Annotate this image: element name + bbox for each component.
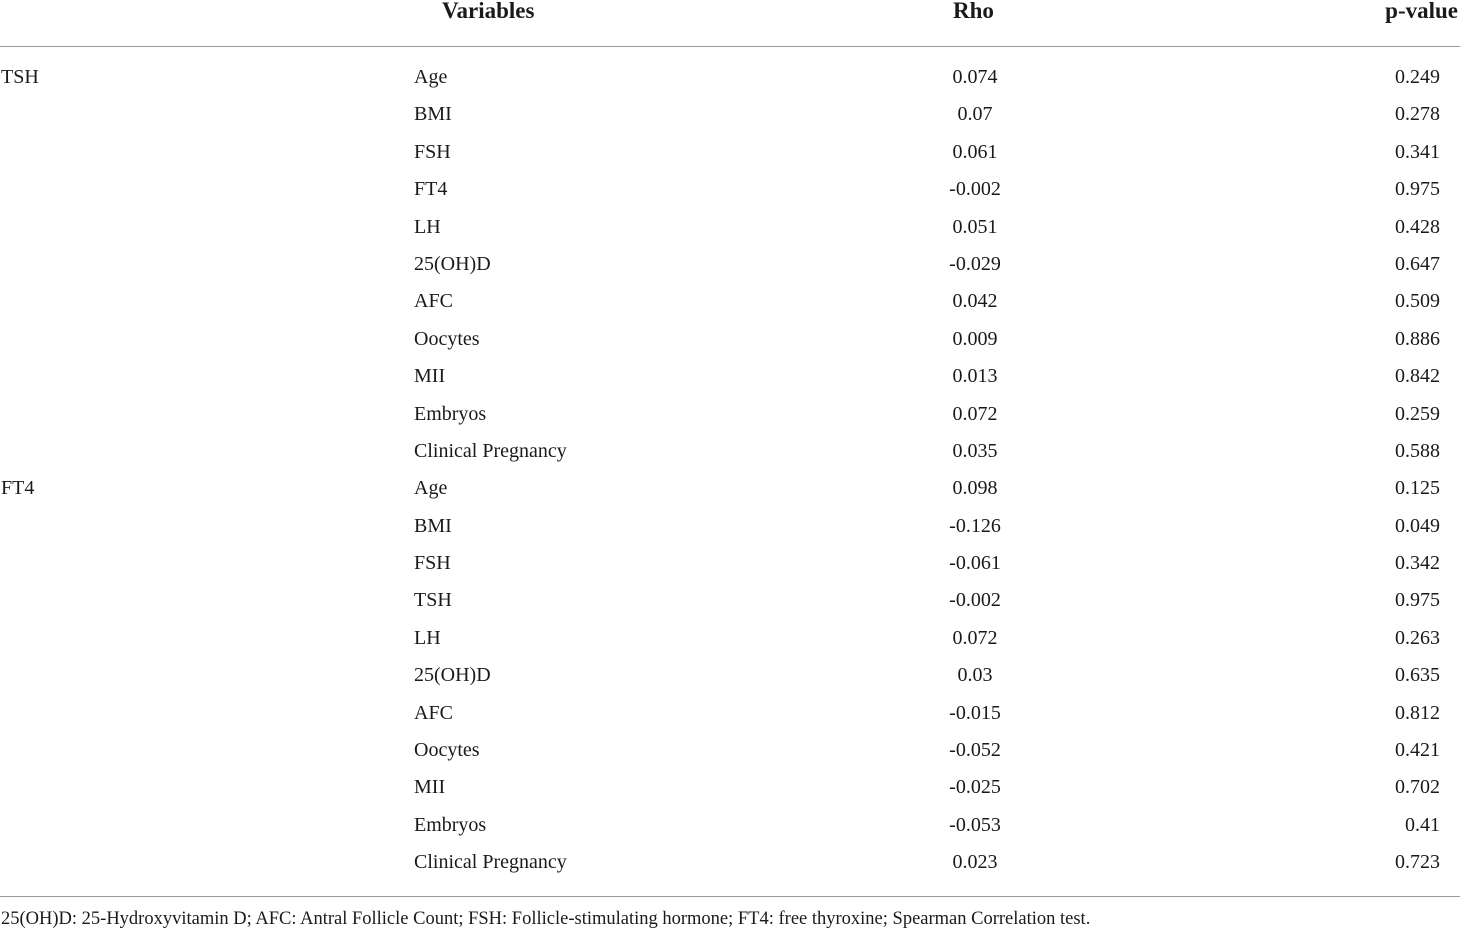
row-variable: BMI: [414, 514, 452, 537]
row-rho: -0.061: [949, 552, 1001, 575]
row-variable: MII: [414, 776, 446, 799]
table-row: [0, 657, 1460, 694]
table-row: [0, 59, 1460, 96]
table-row: [0, 582, 1460, 619]
row-variable: Age: [414, 66, 448, 88]
header-p-value: p-value: [1385, 0, 1458, 23]
row-rho: 0.03: [957, 664, 993, 687]
row-p-value: 0.278: [1395, 103, 1440, 126]
table-row: [0, 508, 1460, 545]
row-p-value: 0.41: [1405, 813, 1440, 836]
row-rho: 0.061: [952, 140, 998, 163]
row-variable: FSH: [414, 140, 451, 163]
table-row: [0, 769, 1460, 806]
row-p-value: 0.635: [1395, 664, 1440, 687]
table-row: [0, 171, 1460, 208]
table-row: [0, 321, 1460, 358]
row-rho: -0.052: [949, 739, 1001, 762]
row-variable: FT4: [414, 178, 448, 201]
row-p-value: 0.259: [1395, 402, 1440, 425]
table-row: [0, 246, 1460, 283]
row-variable: Oocytes: [414, 327, 480, 350]
row-rho: 0.009: [952, 327, 998, 350]
row-group-label: TSH: [1, 66, 39, 88]
row-rho: 0.074: [952, 66, 998, 88]
table-row: [0, 695, 1460, 732]
row-rho: -0.126: [949, 514, 1001, 537]
row-rho: -0.002: [949, 589, 1001, 612]
table-row: [0, 620, 1460, 657]
footer-divider: [0, 896, 1460, 897]
row-p-value: 0.341: [1395, 140, 1440, 163]
row-p-value: 0.812: [1395, 701, 1440, 724]
row-variable: LH: [414, 215, 441, 238]
row-rho: 0.07: [957, 103, 993, 126]
header-rho: Rho: [953, 0, 994, 23]
row-variable: MII: [414, 365, 446, 388]
table-footnote: 25(OH)D: 25-Hydroxyvitamin D; AFC: Antral Follicle Count; FSH: Follicle-stimulating hormone; FT4: free thyroxine; Spearman Correlation test.: [1, 909, 1091, 929]
row-p-value: 0.975: [1395, 178, 1440, 201]
row-variable: Embryos: [414, 813, 487, 836]
row-variable: Oocytes: [414, 739, 480, 762]
row-rho: -0.002: [949, 178, 1001, 201]
row-p-value: 0.647: [1395, 252, 1440, 275]
row-variable: AFC: [414, 290, 453, 313]
table-row: [0, 433, 1460, 470]
row-p-value: 0.702: [1395, 776, 1440, 799]
row-rho: 0.013: [952, 365, 998, 388]
row-rho: 0.072: [952, 402, 998, 425]
row-rho: 0.051: [952, 215, 998, 238]
table-row: [0, 470, 1460, 507]
row-variable: 25(OH)D: [414, 664, 491, 687]
table-row: [0, 283, 1460, 320]
table-body: [0, 59, 1460, 882]
row-variable: AFC: [414, 701, 453, 724]
row-variable: 25(OH)D: [414, 252, 491, 275]
row-rho: -0.053: [949, 813, 1001, 836]
table-row: [0, 96, 1460, 133]
table-row: [0, 134, 1460, 171]
row-rho: 0.042: [952, 290, 998, 313]
table-row: [0, 545, 1460, 582]
row-p-value: 0.342: [1395, 552, 1440, 575]
row-p-value: 0.588: [1395, 439, 1440, 462]
table-row: [0, 732, 1460, 769]
row-variable: Clinical Pregnancy: [414, 851, 567, 874]
row-rho: -0.025: [949, 776, 1001, 799]
table-row: [0, 807, 1460, 844]
row-rho: 0.072: [952, 626, 998, 649]
row-rho: 0.023: [952, 851, 998, 874]
row-p-value: 0.842: [1395, 365, 1440, 388]
row-variable: Age: [414, 477, 448, 500]
table-header-row: [0, 0, 1460, 47]
row-variable: FSH: [414, 552, 451, 575]
row-p-value: 0.509: [1395, 290, 1440, 313]
table-row: [0, 396, 1460, 433]
row-p-value: 0.125: [1395, 477, 1440, 500]
row-p-value: 0.249: [1395, 66, 1440, 88]
header-variables: Variables: [442, 0, 535, 23]
row-p-value: 0.421: [1395, 739, 1440, 762]
row-group-label: FT4: [1, 477, 35, 500]
table-row: [0, 358, 1460, 395]
row-rho: 0.035: [952, 439, 998, 462]
row-p-value: 0.428: [1395, 215, 1440, 238]
row-rho: 0.098: [952, 477, 998, 500]
row-variable: LH: [414, 626, 441, 649]
row-p-value: 0.975: [1395, 589, 1440, 612]
row-rho: -0.015: [949, 701, 1001, 724]
row-variable: BMI: [414, 103, 452, 126]
row-variable: TSH: [414, 589, 452, 612]
row-p-value: 0.049: [1395, 514, 1440, 537]
row-rho: -0.029: [949, 252, 1001, 275]
row-p-value: 0.263: [1395, 626, 1440, 649]
table-row: [0, 209, 1460, 246]
row-p-value: 0.723: [1395, 851, 1440, 874]
table-row: [0, 844, 1460, 881]
row-p-value: 0.886: [1395, 327, 1440, 350]
row-variable: Embryos: [414, 402, 487, 425]
row-variable: Clinical Pregnancy: [414, 439, 567, 462]
